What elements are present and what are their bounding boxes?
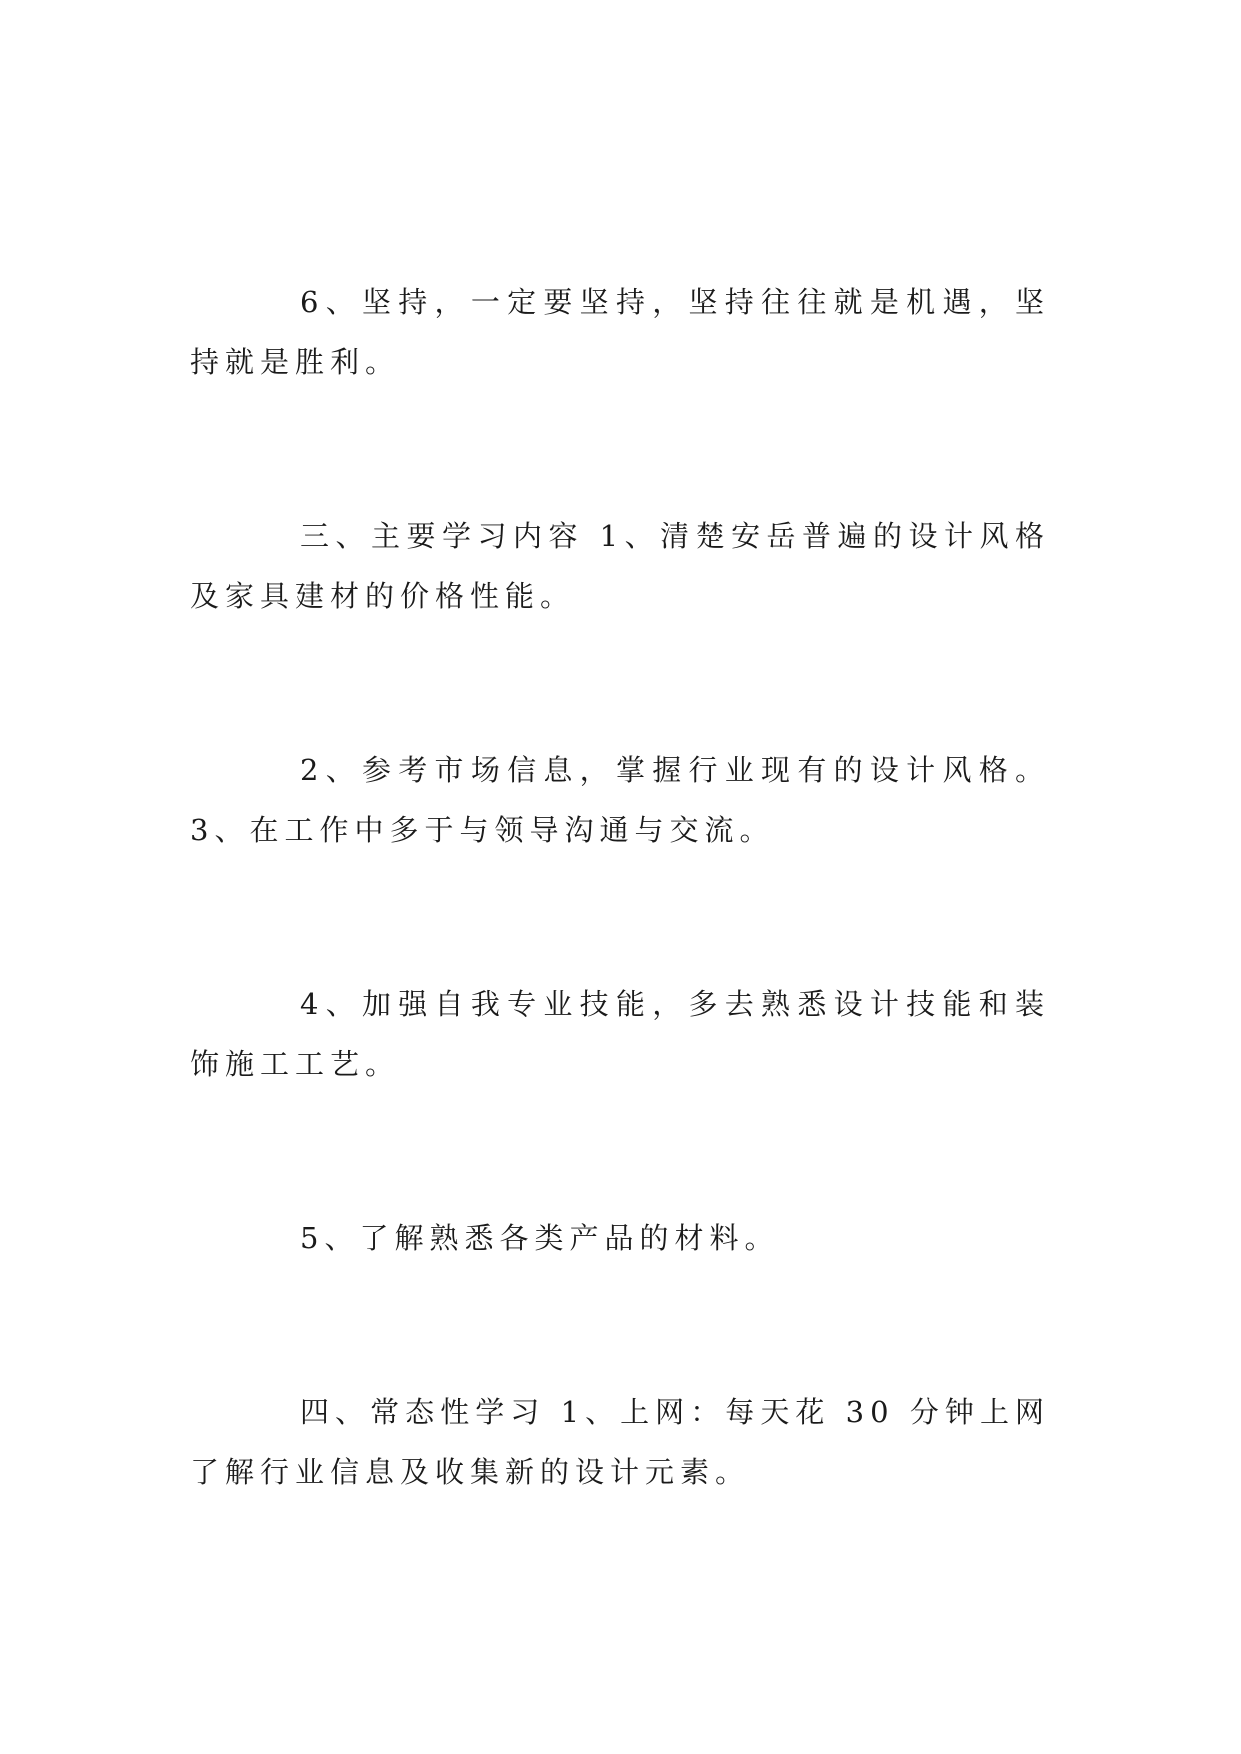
paragraph-main-learning-content: 三、主要学习内容 1、清楚安岳普遍的设计风格及家具建材的价格性能。 — [190, 519, 1050, 613]
paragraph-routine-learning: 四、常态性学习 1、上网：每天花 30 分钟上网了解行业信息及收集新的设计元素。 — [190, 1395, 1050, 1489]
paragraph-professional-skills: 4、加强自我专业技能，多去熟悉设计技能和装饰施工工艺。 — [190, 987, 1050, 1081]
paragraph-market-information: 2、参考市场信息，掌握行业现有的设计风格。3、在工作中多于与领导沟通与交流。 — [190, 753, 1050, 847]
paragraph-product-materials: 5、了解熟悉各类产品的材料。 — [300, 1221, 780, 1255]
paragraph-perseverance: 6、坚持，一定要坚持，坚持往往就是机遇，坚持就是胜利。 — [190, 285, 1050, 379]
